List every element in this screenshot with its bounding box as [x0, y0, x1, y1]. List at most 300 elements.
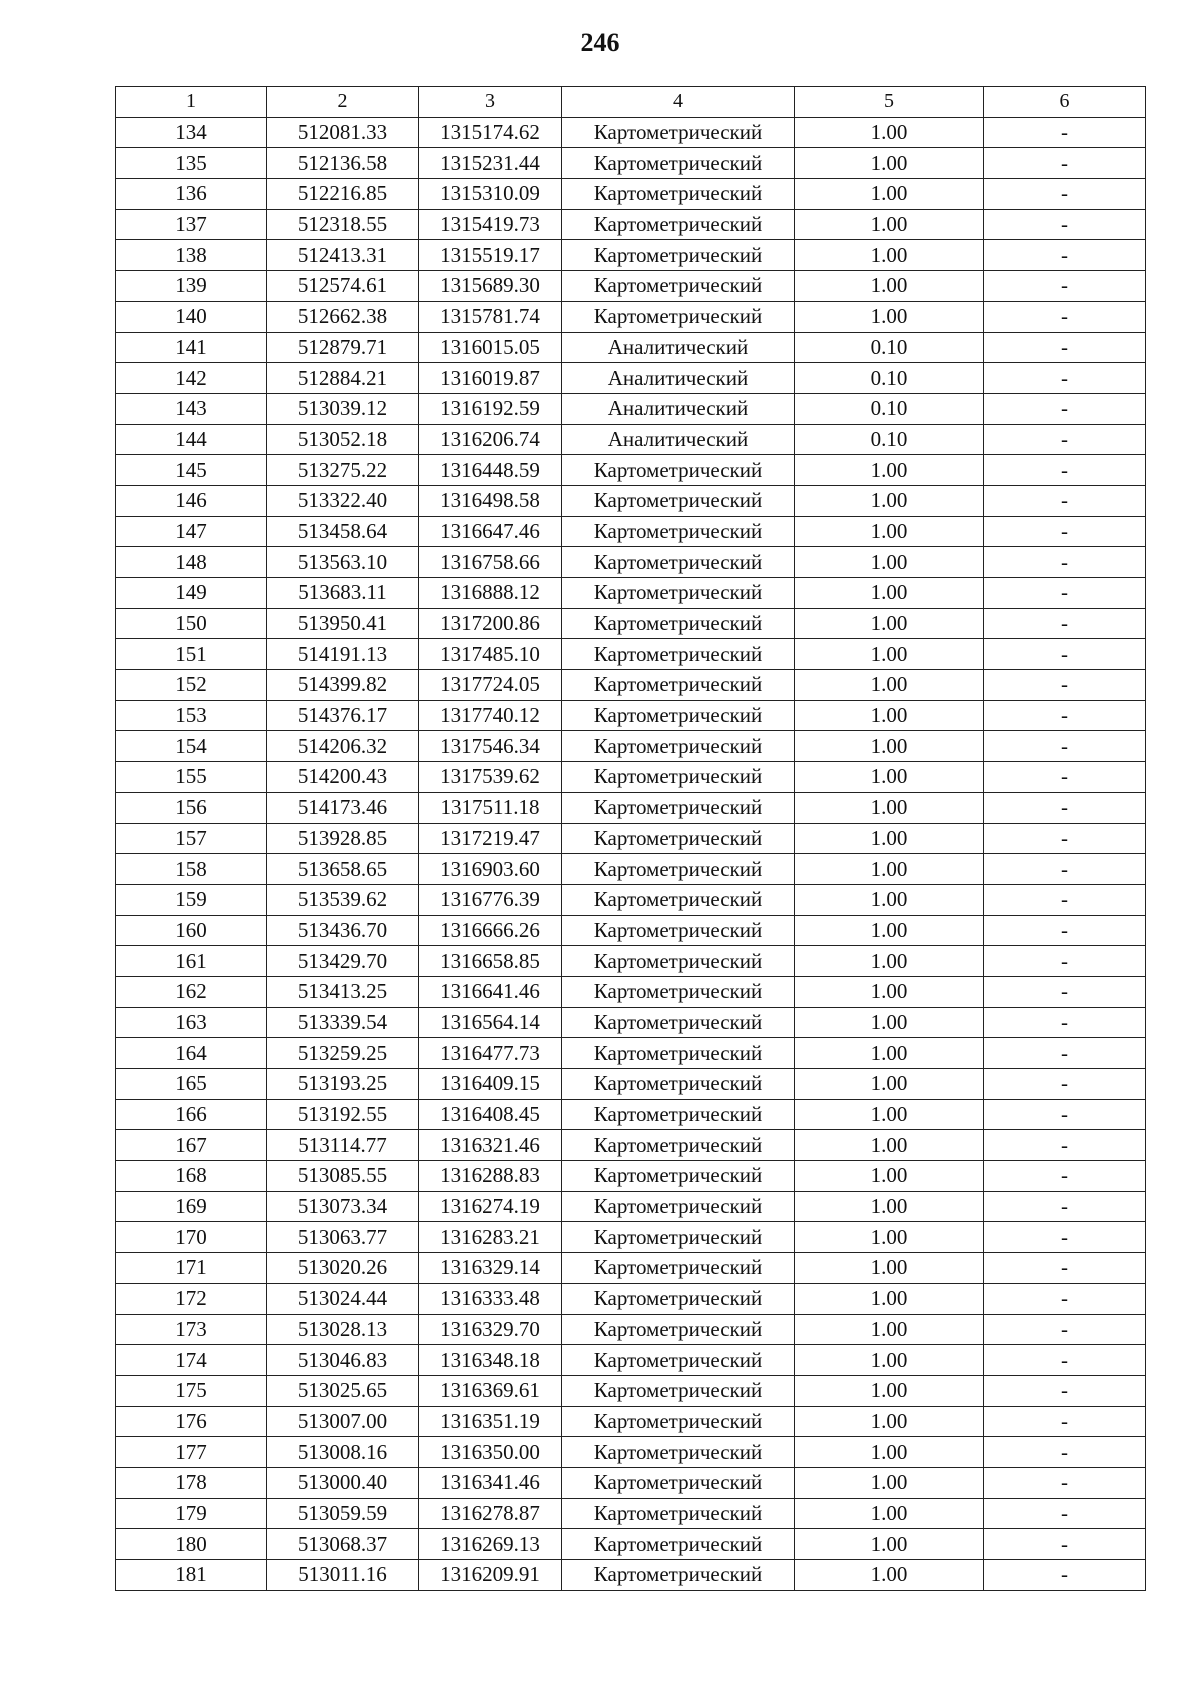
- method-cell: Картометрический: [562, 1038, 795, 1069]
- table-row: [116, 670, 1146, 701]
- point-number-cell: 170: [116, 1222, 267, 1253]
- x-coordinate-cell: 513028.13: [267, 1314, 419, 1345]
- note-cell: -: [984, 332, 1146, 363]
- method-cell: Аналитический: [562, 363, 795, 394]
- accuracy-cell: 1.00: [795, 608, 984, 639]
- accuracy-cell: 1.00: [795, 1191, 984, 1222]
- accuracy-cell: 1.00: [795, 485, 984, 516]
- accuracy-cell: 1.00: [795, 670, 984, 701]
- note-cell: -: [984, 516, 1146, 547]
- note-cell: -: [984, 363, 1146, 394]
- y-coordinate-cell: 1315174.62: [419, 117, 562, 148]
- table-row: [116, 1007, 1146, 1038]
- y-coordinate-cell: 1317539.62: [419, 762, 562, 793]
- table-row: [116, 424, 1146, 455]
- x-coordinate-cell: 513275.22: [267, 455, 419, 486]
- x-coordinate-cell: 512318.55: [267, 209, 419, 240]
- method-cell: Картометрический: [562, 700, 795, 731]
- note-cell: -: [984, 485, 1146, 516]
- accuracy-cell: 0.10: [795, 393, 984, 424]
- table-row: [116, 209, 1146, 240]
- table-row: [116, 854, 1146, 885]
- table-row: [116, 240, 1146, 271]
- method-cell: Картометрический: [562, 117, 795, 148]
- y-coordinate-cell: 1316341.46: [419, 1467, 562, 1498]
- accuracy-cell: 1.00: [795, 301, 984, 332]
- table-row: [116, 823, 1146, 854]
- table-row: [116, 731, 1146, 762]
- point-number-cell: 153: [116, 700, 267, 731]
- x-coordinate-cell: 513413.25: [267, 976, 419, 1007]
- accuracy-cell: 1.00: [795, 976, 984, 1007]
- accuracy-cell: 1.00: [795, 1498, 984, 1529]
- x-coordinate-cell: 513429.70: [267, 946, 419, 977]
- note-cell: -: [984, 1467, 1146, 1498]
- table-row: [116, 516, 1146, 547]
- point-number-cell: 173: [116, 1314, 267, 1345]
- method-cell: Картометрический: [562, 608, 795, 639]
- point-number-cell: 135: [116, 148, 267, 179]
- point-number-cell: 157: [116, 823, 267, 854]
- y-coordinate-cell: 1316269.13: [419, 1529, 562, 1560]
- point-number-cell: 163: [116, 1007, 267, 1038]
- accuracy-cell: 1.00: [795, 1007, 984, 1038]
- table-row: [116, 1467, 1146, 1498]
- note-cell: -: [984, 854, 1146, 885]
- y-coordinate-cell: 1315419.73: [419, 209, 562, 240]
- accuracy-cell: 0.10: [795, 332, 984, 363]
- y-coordinate-cell: 1316448.59: [419, 455, 562, 486]
- table-row: [116, 915, 1146, 946]
- method-cell: Аналитический: [562, 332, 795, 363]
- method-cell: Картометрический: [562, 1560, 795, 1591]
- table-row: [116, 332, 1146, 363]
- method-cell: Картометрический: [562, 915, 795, 946]
- accuracy-cell: 1.00: [795, 1130, 984, 1161]
- note-cell: -: [984, 915, 1146, 946]
- y-coordinate-cell: 1316015.05: [419, 332, 562, 363]
- point-number-cell: 150: [116, 608, 267, 639]
- note-cell: -: [984, 179, 1146, 210]
- point-number-cell: 134: [116, 117, 267, 148]
- table-body: [116, 87, 1146, 1591]
- accuracy-cell: 1.00: [795, 516, 984, 547]
- accuracy-cell: 1.00: [795, 1529, 984, 1560]
- note-cell: -: [984, 424, 1146, 455]
- note-cell: -: [984, 1406, 1146, 1437]
- table-row: [116, 608, 1146, 639]
- method-cell: Картометрический: [562, 1161, 795, 1192]
- point-number-cell: 169: [116, 1191, 267, 1222]
- point-number-cell: 159: [116, 884, 267, 915]
- accuracy-cell: 0.10: [795, 424, 984, 455]
- accuracy-cell: 1.00: [795, 1406, 984, 1437]
- method-cell: Картометрический: [562, 1253, 795, 1284]
- note-cell: -: [984, 608, 1146, 639]
- table-row: [116, 578, 1146, 609]
- point-number-cell: 158: [116, 854, 267, 885]
- note-cell: -: [984, 792, 1146, 823]
- table-row: [116, 455, 1146, 486]
- x-coordinate-cell: 514206.32: [267, 731, 419, 762]
- table-row: [116, 1069, 1146, 1100]
- note-cell: -: [984, 1222, 1146, 1253]
- note-cell: -: [984, 1314, 1146, 1345]
- method-cell: Картометрический: [562, 1406, 795, 1437]
- point-number-cell: 162: [116, 976, 267, 1007]
- x-coordinate-cell: 513025.65: [267, 1375, 419, 1406]
- note-cell: -: [984, 393, 1146, 424]
- table-row: [116, 393, 1146, 424]
- y-coordinate-cell: 1316477.73: [419, 1038, 562, 1069]
- x-coordinate-cell: 514376.17: [267, 700, 419, 731]
- note-cell: -: [984, 117, 1146, 148]
- point-number-cell: 145: [116, 455, 267, 486]
- note-cell: -: [984, 271, 1146, 302]
- note-cell: -: [984, 976, 1146, 1007]
- y-coordinate-cell: 1316351.19: [419, 1406, 562, 1437]
- point-number-cell: 161: [116, 946, 267, 977]
- point-number-cell: 179: [116, 1498, 267, 1529]
- y-coordinate-cell: 1316888.12: [419, 578, 562, 609]
- column-header: 6: [984, 87, 1146, 118]
- x-coordinate-cell: 513322.40: [267, 485, 419, 516]
- y-coordinate-cell: 1316206.74: [419, 424, 562, 455]
- y-coordinate-cell: 1316278.87: [419, 1498, 562, 1529]
- note-cell: -: [984, 884, 1146, 915]
- x-coordinate-cell: 512216.85: [267, 179, 419, 210]
- table-row: [116, 1375, 1146, 1406]
- table-row: [116, 485, 1146, 516]
- note-cell: -: [984, 1191, 1146, 1222]
- method-cell: Картометрический: [562, 578, 795, 609]
- y-coordinate-cell: 1315781.74: [419, 301, 562, 332]
- method-cell: Картометрический: [562, 1191, 795, 1222]
- x-coordinate-cell: 513007.00: [267, 1406, 419, 1437]
- method-cell: Картометрический: [562, 209, 795, 240]
- method-cell: Картометрический: [562, 516, 795, 547]
- point-number-cell: 176: [116, 1406, 267, 1437]
- page-number: 246: [580, 28, 620, 57]
- x-coordinate-cell: 512662.38: [267, 301, 419, 332]
- accuracy-cell: 1.00: [795, 1283, 984, 1314]
- note-cell: -: [984, 1253, 1146, 1284]
- table-row: [116, 271, 1146, 302]
- table-row: [116, 639, 1146, 670]
- point-number-cell: 156: [116, 792, 267, 823]
- y-coordinate-cell: 1316329.70: [419, 1314, 562, 1345]
- note-cell: -: [984, 1437, 1146, 1468]
- accuracy-cell: 1.00: [795, 946, 984, 977]
- y-coordinate-cell: 1316288.83: [419, 1161, 562, 1192]
- x-coordinate-cell: 513193.25: [267, 1069, 419, 1100]
- note-cell: -: [984, 1375, 1146, 1406]
- x-coordinate-cell: 513259.25: [267, 1038, 419, 1069]
- x-coordinate-cell: 513068.37: [267, 1529, 419, 1560]
- y-coordinate-cell: 1316409.15: [419, 1069, 562, 1100]
- table-row: [116, 1161, 1146, 1192]
- y-coordinate-cell: 1316369.61: [419, 1375, 562, 1406]
- table-row: [116, 976, 1146, 1007]
- point-number-cell: 140: [116, 301, 267, 332]
- y-coordinate-cell: 1316333.48: [419, 1283, 562, 1314]
- accuracy-cell: 1.00: [795, 148, 984, 179]
- table-row: [116, 148, 1146, 179]
- point-number-cell: 155: [116, 762, 267, 793]
- method-cell: Картометрический: [562, 1099, 795, 1130]
- point-number-cell: 143: [116, 393, 267, 424]
- accuracy-cell: 1.00: [795, 1161, 984, 1192]
- column-header: 5: [795, 87, 984, 118]
- accuracy-cell: 1.00: [795, 1314, 984, 1345]
- method-cell: Картометрический: [562, 884, 795, 915]
- y-coordinate-cell: 1316329.14: [419, 1253, 562, 1284]
- note-cell: -: [984, 209, 1146, 240]
- x-coordinate-cell: 513539.62: [267, 884, 419, 915]
- point-number-cell: 166: [116, 1099, 267, 1130]
- column-header: 1: [116, 87, 267, 118]
- x-coordinate-cell: 513046.83: [267, 1345, 419, 1376]
- y-coordinate-cell: 1316647.46: [419, 516, 562, 547]
- point-number-cell: 138: [116, 240, 267, 271]
- note-cell: -: [984, 1161, 1146, 1192]
- x-coordinate-cell: 512879.71: [267, 332, 419, 363]
- note-cell: -: [984, 1099, 1146, 1130]
- table-row: [116, 946, 1146, 977]
- method-cell: Аналитический: [562, 393, 795, 424]
- point-number-cell: 168: [116, 1161, 267, 1192]
- x-coordinate-cell: 513114.77: [267, 1130, 419, 1161]
- method-cell: Картометрический: [562, 854, 795, 885]
- table-row: [116, 1529, 1146, 1560]
- table-row: [116, 1560, 1146, 1591]
- method-cell: Картометрический: [562, 1314, 795, 1345]
- note-cell: -: [984, 1038, 1146, 1069]
- method-cell: Картометрический: [562, 179, 795, 210]
- x-coordinate-cell: 513928.85: [267, 823, 419, 854]
- table-row: [116, 179, 1146, 210]
- column-header: 2: [267, 87, 419, 118]
- table-row: [116, 1345, 1146, 1376]
- point-number-cell: 141: [116, 332, 267, 363]
- method-cell: Картометрический: [562, 1375, 795, 1406]
- x-coordinate-cell: 513073.34: [267, 1191, 419, 1222]
- table-row: [116, 1314, 1146, 1345]
- accuracy-cell: 1.00: [795, 1560, 984, 1591]
- accuracy-cell: 1.00: [795, 1437, 984, 1468]
- x-coordinate-cell: 513024.44: [267, 1283, 419, 1314]
- accuracy-cell: 1.00: [795, 1099, 984, 1130]
- method-cell: Картометрический: [562, 762, 795, 793]
- table-row: [116, 700, 1146, 731]
- point-number-cell: 147: [116, 516, 267, 547]
- y-coordinate-cell: 1315310.09: [419, 179, 562, 210]
- note-cell: -: [984, 455, 1146, 486]
- point-number-cell: 177: [116, 1437, 267, 1468]
- y-coordinate-cell: 1316498.58: [419, 485, 562, 516]
- accuracy-cell: 1.00: [795, 762, 984, 793]
- method-cell: Картометрический: [562, 1437, 795, 1468]
- x-coordinate-cell: 513192.55: [267, 1099, 419, 1130]
- note-cell: -: [984, 670, 1146, 701]
- y-coordinate-cell: 1317200.86: [419, 608, 562, 639]
- method-cell: Картометрический: [562, 1467, 795, 1498]
- note-cell: -: [984, 762, 1146, 793]
- x-coordinate-cell: 512884.21: [267, 363, 419, 394]
- point-number-cell: 167: [116, 1130, 267, 1161]
- accuracy-cell: 1.00: [795, 1038, 984, 1069]
- point-number-cell: 181: [116, 1560, 267, 1591]
- y-coordinate-cell: 1317724.05: [419, 670, 562, 701]
- accuracy-cell: 1.00: [795, 117, 984, 148]
- method-cell: Картометрический: [562, 455, 795, 486]
- method-cell: Картометрический: [562, 547, 795, 578]
- point-number-cell: 152: [116, 670, 267, 701]
- x-coordinate-cell: 514173.46: [267, 792, 419, 823]
- method-cell: Картометрический: [562, 639, 795, 670]
- method-cell: Картометрический: [562, 485, 795, 516]
- point-number-cell: 154: [116, 731, 267, 762]
- x-coordinate-cell: 512136.58: [267, 148, 419, 179]
- note-cell: -: [984, 1069, 1146, 1100]
- x-coordinate-cell: 513039.12: [267, 393, 419, 424]
- table-row: [116, 1191, 1146, 1222]
- accuracy-cell: 1.00: [795, 1069, 984, 1100]
- accuracy-cell: 1.00: [795, 455, 984, 486]
- table-row: [116, 1222, 1146, 1253]
- x-coordinate-cell: 513011.16: [267, 1560, 419, 1591]
- accuracy-cell: 1.00: [795, 1467, 984, 1498]
- method-cell: Аналитический: [562, 424, 795, 455]
- x-coordinate-cell: 513683.11: [267, 578, 419, 609]
- method-cell: Картометрический: [562, 1130, 795, 1161]
- point-number-cell: 146: [116, 485, 267, 516]
- note-cell: -: [984, 301, 1146, 332]
- table-row: [116, 792, 1146, 823]
- point-number-cell: 148: [116, 547, 267, 578]
- table-row: [116, 1130, 1146, 1161]
- table-header-row: [116, 87, 1146, 118]
- point-number-cell: 137: [116, 209, 267, 240]
- x-coordinate-cell: 513063.77: [267, 1222, 419, 1253]
- note-cell: -: [984, 148, 1146, 179]
- point-number-cell: 175: [116, 1375, 267, 1406]
- accuracy-cell: 1.00: [795, 1253, 984, 1284]
- accuracy-cell: 1.00: [795, 1345, 984, 1376]
- accuracy-cell: 1.00: [795, 700, 984, 731]
- table-row: [116, 1498, 1146, 1529]
- point-number-cell: 171: [116, 1253, 267, 1284]
- method-cell: Картометрический: [562, 271, 795, 302]
- method-cell: Картометрический: [562, 976, 795, 1007]
- x-coordinate-cell: 513436.70: [267, 915, 419, 946]
- table-row: [116, 301, 1146, 332]
- accuracy-cell: 1.00: [795, 179, 984, 210]
- accuracy-cell: 1.00: [795, 884, 984, 915]
- method-cell: Картометрический: [562, 1498, 795, 1529]
- note-cell: -: [984, 1345, 1146, 1376]
- x-coordinate-cell: 513950.41: [267, 608, 419, 639]
- note-cell: -: [984, 700, 1146, 731]
- y-coordinate-cell: 1315519.17: [419, 240, 562, 271]
- x-coordinate-cell: 512413.31: [267, 240, 419, 271]
- note-cell: -: [984, 1498, 1146, 1529]
- y-coordinate-cell: 1316658.85: [419, 946, 562, 977]
- y-coordinate-cell: 1316564.14: [419, 1007, 562, 1038]
- accuracy-cell: 1.00: [795, 731, 984, 762]
- table-row: [116, 762, 1146, 793]
- method-cell: Картометрический: [562, 1069, 795, 1100]
- note-cell: -: [984, 547, 1146, 578]
- point-number-cell: 178: [116, 1467, 267, 1498]
- accuracy-cell: 1.00: [795, 639, 984, 670]
- y-coordinate-cell: 1317546.34: [419, 731, 562, 762]
- note-cell: -: [984, 731, 1146, 762]
- y-coordinate-cell: 1316666.26: [419, 915, 562, 946]
- y-coordinate-cell: 1316903.60: [419, 854, 562, 885]
- note-cell: -: [984, 946, 1146, 977]
- y-coordinate-cell: 1316283.21: [419, 1222, 562, 1253]
- point-number-cell: 149: [116, 578, 267, 609]
- method-cell: Картометрический: [562, 148, 795, 179]
- method-cell: Картометрический: [562, 1345, 795, 1376]
- table-row: [116, 1437, 1146, 1468]
- x-coordinate-cell: 513020.26: [267, 1253, 419, 1284]
- y-coordinate-cell: 1316348.18: [419, 1345, 562, 1376]
- x-coordinate-cell: 513458.64: [267, 516, 419, 547]
- accuracy-cell: 1.00: [795, 578, 984, 609]
- table-row: [116, 1038, 1146, 1069]
- method-cell: Картометрический: [562, 301, 795, 332]
- point-number-cell: 165: [116, 1069, 267, 1100]
- accuracy-cell: 1.00: [795, 823, 984, 854]
- point-number-cell: 142: [116, 363, 267, 394]
- x-coordinate-cell: 513563.10: [267, 547, 419, 578]
- point-number-cell: 180: [116, 1529, 267, 1560]
- accuracy-cell: 1.00: [795, 547, 984, 578]
- x-coordinate-cell: 513059.59: [267, 1498, 419, 1529]
- method-cell: Картометрический: [562, 823, 795, 854]
- method-cell: Картометрический: [562, 792, 795, 823]
- accuracy-cell: 1.00: [795, 209, 984, 240]
- y-coordinate-cell: 1315689.30: [419, 271, 562, 302]
- x-coordinate-cell: 513339.54: [267, 1007, 419, 1038]
- y-coordinate-cell: 1316019.87: [419, 363, 562, 394]
- note-cell: -: [984, 1529, 1146, 1560]
- method-cell: Картометрический: [562, 240, 795, 271]
- point-number-cell: 151: [116, 639, 267, 670]
- coordinates-table: [115, 86, 1146, 1591]
- table-row: [116, 363, 1146, 394]
- y-coordinate-cell: 1317219.47: [419, 823, 562, 854]
- note-cell: -: [984, 578, 1146, 609]
- accuracy-cell: 1.00: [795, 240, 984, 271]
- note-cell: -: [984, 823, 1146, 854]
- method-cell: Картометрический: [562, 1007, 795, 1038]
- y-coordinate-cell: 1316209.91: [419, 1560, 562, 1591]
- x-coordinate-cell: 514200.43: [267, 762, 419, 793]
- table-row: [116, 117, 1146, 148]
- note-cell: -: [984, 1130, 1146, 1161]
- x-coordinate-cell: 514399.82: [267, 670, 419, 701]
- point-number-cell: 172: [116, 1283, 267, 1314]
- method-cell: Картометрический: [562, 670, 795, 701]
- y-coordinate-cell: 1317740.12: [419, 700, 562, 731]
- x-coordinate-cell: 513052.18: [267, 424, 419, 455]
- x-coordinate-cell: 513085.55: [267, 1161, 419, 1192]
- method-cell: Картометрический: [562, 731, 795, 762]
- point-number-cell: 144: [116, 424, 267, 455]
